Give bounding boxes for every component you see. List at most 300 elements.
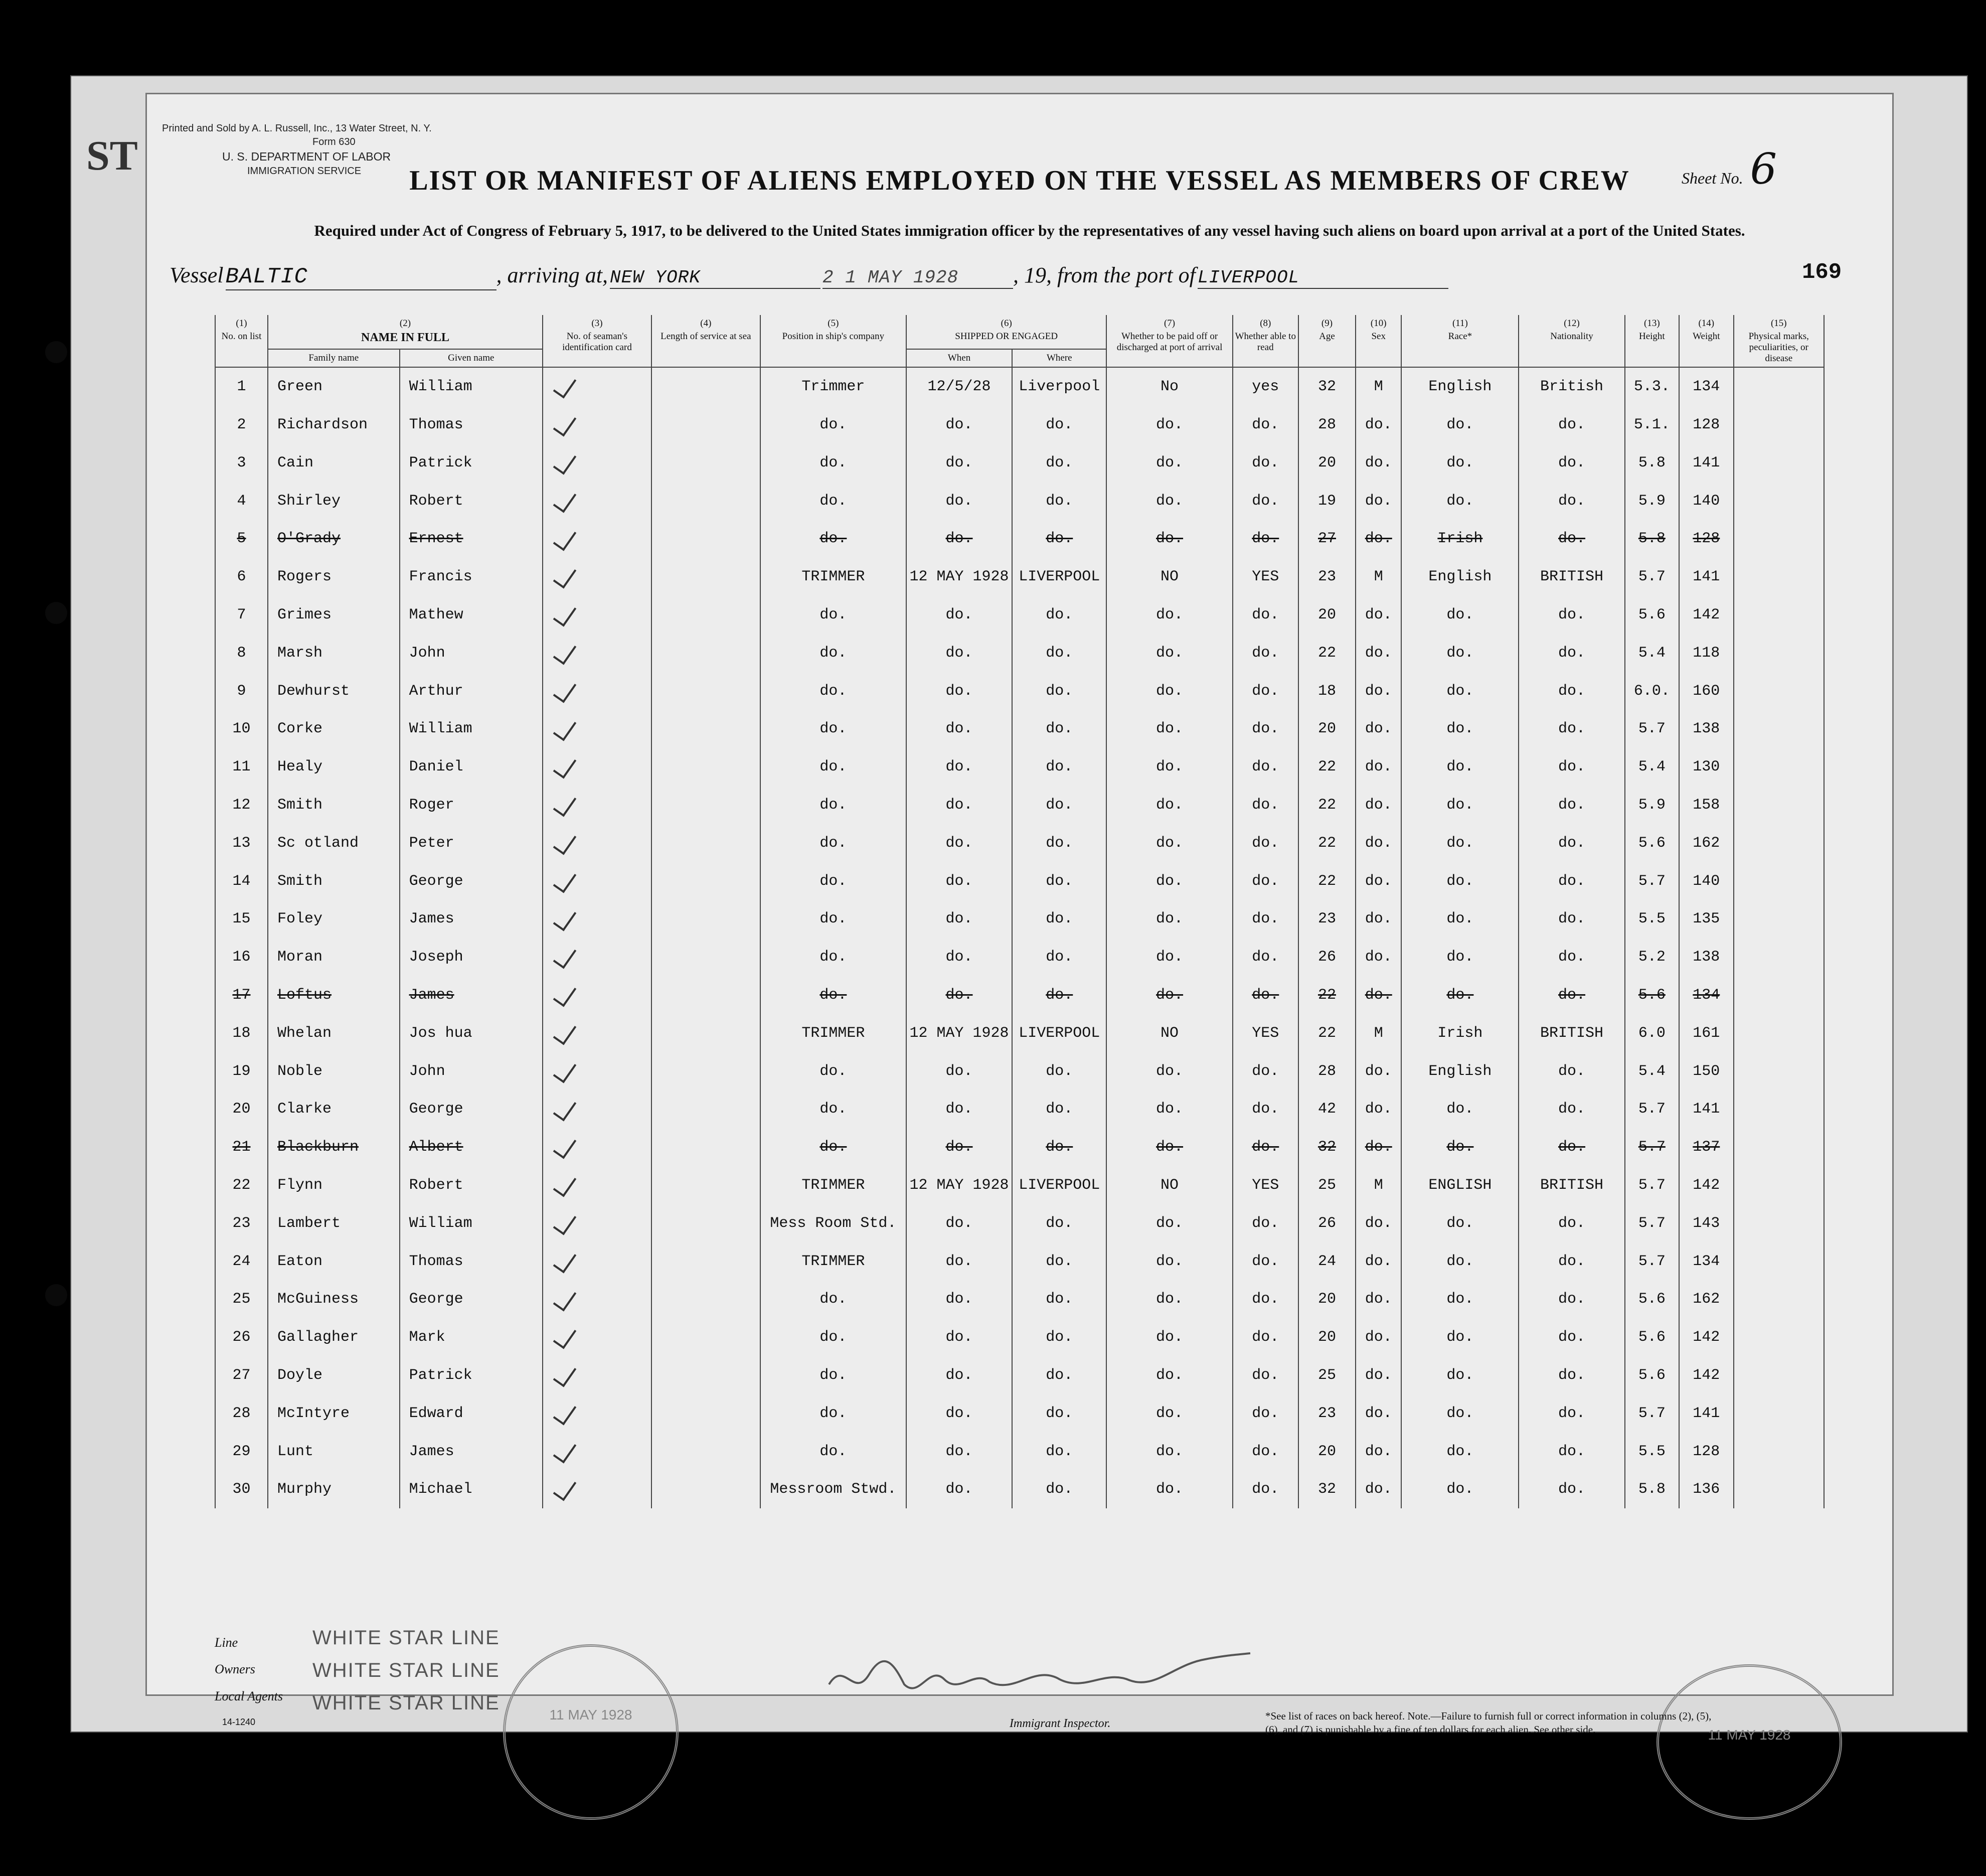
cell-physical-marks — [1734, 406, 1824, 444]
cell-race: do. — [1401, 596, 1519, 634]
cell-race: do. — [1401, 634, 1519, 672]
table-row — [215, 1281, 1824, 1319]
cell-physical-marks — [1734, 710, 1824, 748]
cell-id-card-check — [543, 1242, 651, 1281]
cell-physical-marks — [1734, 520, 1824, 558]
cell-physical-marks — [1734, 748, 1824, 786]
cell-shipped-when: do. — [906, 900, 1012, 939]
cell-nationality: do. — [1519, 482, 1624, 520]
cell-shipped-where: do. — [1012, 786, 1106, 824]
cell-sex: do. — [1356, 1204, 1401, 1242]
cell-sex: do. — [1356, 1470, 1401, 1508]
cell-able-to-read: do. — [1233, 444, 1298, 482]
cell-shipped-when: do. — [906, 710, 1012, 748]
cell-id-card-check — [543, 672, 651, 710]
cell-family-name: Lambert — [268, 1204, 400, 1242]
inspector-signature — [824, 1644, 1255, 1709]
cell-age: 20 — [1298, 596, 1356, 634]
cell-shipped-where: do. — [1012, 596, 1106, 634]
cell-given-name: Jos hua — [400, 1014, 543, 1052]
binder-hole — [45, 341, 67, 363]
cell-age: 26 — [1298, 1204, 1356, 1242]
cell-physical-marks — [1734, 938, 1824, 976]
department-name: U. S. DEPARTMENT OF LABOR — [222, 150, 391, 163]
cell-sex: do. — [1356, 1052, 1401, 1090]
from-port-label: , from the port of — [1046, 263, 1196, 287]
cell-row-number: 17 — [215, 976, 268, 1014]
cell-height: 5.4 — [1625, 634, 1679, 672]
cell-service-length — [651, 520, 760, 558]
table-row — [215, 786, 1824, 824]
cell-service-length — [651, 1204, 760, 1242]
cell-service-length — [651, 710, 760, 748]
cell-shipped-when: do. — [906, 748, 1012, 786]
cell-paid-off: do. — [1106, 634, 1232, 672]
service-name: IMMIGRATION SERVICE — [247, 166, 362, 177]
col-subheader-given-name: Given name — [400, 349, 543, 368]
cell-position: do. — [760, 1281, 906, 1319]
cell-id-card-check — [543, 1128, 651, 1166]
cell-paid-off: do. — [1106, 444, 1232, 482]
cell-row-number: 29 — [215, 1433, 268, 1471]
cell-able-to-read: do. — [1233, 1394, 1298, 1433]
cell-paid-off: do. — [1106, 786, 1232, 824]
cell-physical-marks — [1734, 444, 1824, 482]
cell-row-number: 8 — [215, 634, 268, 672]
cell-shipped-where: do. — [1012, 976, 1106, 1014]
cell-given-name: Roger — [400, 786, 543, 824]
cell-given-name: Thomas — [400, 1242, 543, 1281]
cell-sex: do. — [1356, 1318, 1401, 1356]
cell-family-name: Shirley — [268, 482, 400, 520]
cell-given-name: William — [400, 1204, 543, 1242]
cell-row-number: 10 — [215, 710, 268, 748]
cell-able-to-read: do. — [1233, 1318, 1298, 1356]
table-row — [215, 1166, 1824, 1204]
cell-service-length — [651, 1128, 760, 1166]
cell-nationality: do. — [1519, 634, 1624, 672]
cell-able-to-read: YES — [1233, 558, 1298, 596]
col-header-position: (5) Position in ship's company — [760, 315, 906, 367]
cell-age: 23 — [1298, 900, 1356, 939]
cell-height: 5.9 — [1625, 482, 1679, 520]
table-row — [215, 862, 1824, 900]
cell-row-number: 15 — [215, 900, 268, 939]
cell-id-card-check — [543, 558, 651, 596]
manifest-page — [145, 93, 1894, 1743]
cell-row-number: 23 — [215, 1204, 268, 1242]
cell-row-number: 9 — [215, 672, 268, 710]
cell-given-name: Robert — [400, 482, 543, 520]
cell-shipped-where: do. — [1012, 1281, 1106, 1319]
table-row — [215, 1014, 1824, 1052]
cell-sex: do. — [1356, 1090, 1401, 1129]
cell-family-name: Whelan — [268, 1014, 400, 1052]
cell-weight: 162 — [1679, 824, 1733, 862]
cell-height: 5.9 — [1625, 786, 1679, 824]
cell-paid-off: do. — [1106, 748, 1232, 786]
cell-id-card-check — [543, 367, 651, 406]
cell-service-length — [651, 672, 760, 710]
departure-port: LIVERPOOL — [1198, 267, 1448, 289]
cell-weight: 158 — [1679, 786, 1733, 824]
cell-family-name: Marsh — [268, 634, 400, 672]
cell-row-number: 11 — [215, 748, 268, 786]
cell-paid-off: do. — [1106, 862, 1232, 900]
cell-age: 22 — [1298, 748, 1356, 786]
cell-age: 18 — [1298, 672, 1356, 710]
table-row — [215, 634, 1824, 672]
cell-nationality: do. — [1519, 1356, 1624, 1394]
cell-sex: do. — [1356, 1394, 1401, 1433]
cell-nationality: do. — [1519, 710, 1624, 748]
cell-able-to-read: do. — [1233, 900, 1298, 939]
cell-height: 5.8 — [1625, 444, 1679, 482]
cell-shipped-when: do. — [906, 1318, 1012, 1356]
cell-age: 22 — [1298, 976, 1356, 1014]
cell-id-card-check — [543, 596, 651, 634]
cell-position: do. — [760, 710, 906, 748]
cell-weight: 137 — [1679, 1128, 1733, 1166]
cell-nationality: do. — [1519, 1204, 1624, 1242]
cell-given-name: George — [400, 1281, 543, 1319]
cell-row-number: 4 — [215, 482, 268, 520]
line-label: Line — [215, 1635, 238, 1650]
cell-race: do. — [1401, 672, 1519, 710]
cell-nationality: do. — [1519, 976, 1624, 1014]
col-header-paid-off: (7) Whether to be paid off or discharged at port of arrival — [1106, 315, 1232, 367]
cell-physical-marks — [1734, 786, 1824, 824]
cell-shipped-when: do. — [906, 1394, 1012, 1433]
cell-shipped-when: do. — [906, 824, 1012, 862]
cell-paid-off: do. — [1106, 1204, 1232, 1242]
cell-service-length — [651, 634, 760, 672]
arriving-label: , arriving at, — [496, 263, 608, 287]
cell-able-to-read: do. — [1233, 1204, 1298, 1242]
page-stamp-number: 169 — [1802, 260, 1842, 285]
table-row — [215, 748, 1824, 786]
cell-race: English — [1401, 1052, 1519, 1090]
cell-shipped-where: do. — [1012, 482, 1106, 520]
cell-family-name: Loftus — [268, 976, 400, 1014]
cell-position: do. — [760, 786, 906, 824]
cell-race: do. — [1401, 1128, 1519, 1166]
cell-height: 6.0. — [1625, 672, 1679, 710]
cell-weight: 128 — [1679, 520, 1733, 558]
cell-service-length — [651, 1052, 760, 1090]
cell-height: 5.7 — [1625, 558, 1679, 596]
cell-weight: 161 — [1679, 1014, 1733, 1052]
col-header-id-card: (3) No. of seaman's identification card — [543, 315, 651, 367]
cell-shipped-when: 12 MAY 1928 — [906, 1166, 1012, 1204]
line-stamp: WHITE STAR LINE — [312, 1627, 500, 1649]
cell-age: 19 — [1298, 482, 1356, 520]
cell-paid-off: do. — [1106, 1433, 1232, 1471]
owners-stamp: WHITE STAR LINE — [312, 1659, 500, 1681]
cell-family-name: Dewhurst — [268, 672, 400, 710]
cell-position: do. — [760, 824, 906, 862]
cell-row-number: 12 — [215, 786, 268, 824]
cell-position: do. — [760, 406, 906, 444]
cell-family-name: McGuiness — [268, 1281, 400, 1319]
vessel-name: BALTIC — [226, 264, 496, 290]
cell-shipped-when: 12 MAY 1928 — [906, 1014, 1012, 1052]
cell-nationality: do. — [1519, 596, 1624, 634]
cell-shipped-where: do. — [1012, 824, 1106, 862]
cell-height: 5.5 — [1625, 1433, 1679, 1471]
cell-race: Irish — [1401, 1014, 1519, 1052]
cell-height: 5.7 — [1625, 1090, 1679, 1129]
cell-family-name: Grimes — [268, 596, 400, 634]
cell-paid-off: do. — [1106, 938, 1232, 976]
cell-nationality: do. — [1519, 1433, 1624, 1471]
col-subheader-family-name: Family name — [268, 349, 400, 368]
cell-shipped-when: do. — [906, 634, 1012, 672]
cell-sex: do. — [1356, 596, 1401, 634]
cell-weight: 142 — [1679, 1166, 1733, 1204]
cell-age: 28 — [1298, 406, 1356, 444]
cell-able-to-read: do. — [1233, 1090, 1298, 1129]
cell-physical-marks — [1734, 1318, 1824, 1356]
cell-race: do. — [1401, 1470, 1519, 1508]
cell-position: do. — [760, 520, 906, 558]
cell-nationality: BRITISH — [1519, 1166, 1624, 1204]
col-subheader-when: When — [906, 349, 1012, 368]
cell-age: 32 — [1298, 367, 1356, 406]
cell-given-name: John — [400, 1052, 543, 1090]
cell-paid-off: do. — [1106, 520, 1232, 558]
cell-position: TRIMMER — [760, 1014, 906, 1052]
cell-height: 5.2 — [1625, 938, 1679, 976]
cell-id-card-check — [543, 1052, 651, 1090]
cell-row-number: 25 — [215, 1281, 268, 1319]
cell-given-name: Mark — [400, 1318, 543, 1356]
cell-physical-marks — [1734, 1394, 1824, 1433]
col-header-race: (11) Race* — [1401, 315, 1519, 367]
cell-position: TRIMMER — [760, 558, 906, 596]
cell-age: 26 — [1298, 938, 1356, 976]
col-header-height: (13) Height — [1625, 315, 1679, 367]
cell-given-name: Mathew — [400, 596, 543, 634]
cell-sex: do. — [1356, 1356, 1401, 1394]
cell-physical-marks — [1734, 596, 1824, 634]
col-header-nationality: (12) Nationality — [1519, 315, 1624, 367]
cell-position: do. — [760, 938, 906, 976]
cell-given-name: James — [400, 976, 543, 1014]
cell-given-name: James — [400, 1433, 543, 1471]
cell-weight: 138 — [1679, 938, 1733, 976]
cell-height: 5.7 — [1625, 1242, 1679, 1281]
cell-service-length — [651, 367, 760, 406]
cell-id-card-check — [543, 1014, 651, 1052]
cell-family-name: McIntyre — [268, 1394, 400, 1433]
cell-shipped-when: do. — [906, 1281, 1012, 1319]
cell-physical-marks — [1734, 1281, 1824, 1319]
cell-shipped-where: do. — [1012, 1470, 1106, 1508]
cell-family-name: Gallagher — [268, 1318, 400, 1356]
sheet-number: 6 — [1750, 144, 1777, 194]
vessel-label: Vessel — [170, 263, 224, 287]
cell-given-name: John — [400, 634, 543, 672]
cell-physical-marks — [1734, 634, 1824, 672]
cell-able-to-read: do. — [1233, 406, 1298, 444]
cell-physical-marks — [1734, 672, 1824, 710]
cell-id-card-check — [543, 1356, 651, 1394]
cell-physical-marks — [1734, 900, 1824, 939]
cell-weight: 150 — [1679, 1052, 1733, 1090]
cell-service-length — [651, 1090, 760, 1129]
table-row — [215, 1090, 1824, 1129]
cell-weight: 135 — [1679, 900, 1733, 939]
cell-paid-off: do. — [1106, 1052, 1232, 1090]
cell-id-card-check — [543, 1204, 651, 1242]
cell-nationality: do. — [1519, 900, 1624, 939]
cell-shipped-when: do. — [906, 672, 1012, 710]
cell-weight: 162 — [1679, 1281, 1733, 1319]
cell-able-to-read: do. — [1233, 672, 1298, 710]
cell-able-to-read: do. — [1233, 824, 1298, 862]
cell-paid-off: do. — [1106, 900, 1232, 939]
cell-sex: do. — [1356, 406, 1401, 444]
cell-shipped-when: do. — [906, 1470, 1012, 1508]
cell-age: 20 — [1298, 1318, 1356, 1356]
cell-sex: do. — [1356, 1433, 1401, 1471]
cell-sex: do. — [1356, 444, 1401, 482]
cell-row-number: 3 — [215, 444, 268, 482]
cell-shipped-when: do. — [906, 482, 1012, 520]
cell-able-to-read: do. — [1233, 748, 1298, 786]
cell-sex: do. — [1356, 634, 1401, 672]
cell-shipped-where: do. — [1012, 1052, 1106, 1090]
cell-given-name: George — [400, 862, 543, 900]
cell-age: 24 — [1298, 1242, 1356, 1281]
cell-given-name: Joseph — [400, 938, 543, 976]
cell-sex: do. — [1356, 862, 1401, 900]
cell-position: do. — [760, 748, 906, 786]
col-header-sex: (10) Sex — [1356, 315, 1401, 367]
cell-family-name: Smith — [268, 786, 400, 824]
cell-shipped-where: do. — [1012, 444, 1106, 482]
cell-height: 5.8 — [1625, 1470, 1679, 1508]
cell-height: 5.6 — [1625, 824, 1679, 862]
cell-given-name: Daniel — [400, 748, 543, 786]
cell-sex: do. — [1356, 1281, 1401, 1319]
cell-age: 32 — [1298, 1128, 1356, 1166]
cell-age: 20 — [1298, 710, 1356, 748]
cell-weight: 118 — [1679, 634, 1733, 672]
cell-able-to-read: do. — [1233, 1128, 1298, 1166]
cell-paid-off: do. — [1106, 1242, 1232, 1281]
cell-able-to-read: YES — [1233, 1014, 1298, 1052]
inspector-label: Immigrant Inspector. — [1010, 1717, 1111, 1730]
cell-service-length — [651, 938, 760, 976]
table-row — [215, 938, 1824, 976]
cell-family-name: Doyle — [268, 1356, 400, 1394]
cell-age: 20 — [1298, 1433, 1356, 1471]
cell-id-card-check — [543, 1394, 651, 1433]
cell-age: 25 — [1298, 1356, 1356, 1394]
binder-hole — [45, 602, 67, 624]
cell-age: 27 — [1298, 520, 1356, 558]
cell-given-name: Albert — [400, 1128, 543, 1166]
cell-given-name: Arthur — [400, 672, 543, 710]
cell-paid-off: NO — [1106, 558, 1232, 596]
cell-service-length — [651, 596, 760, 634]
cell-race: do. — [1401, 406, 1519, 444]
cell-given-name: Francis — [400, 558, 543, 596]
cell-able-to-read: yes — [1233, 367, 1298, 406]
cell-id-card-check — [543, 710, 651, 748]
cell-id-card-check — [543, 1433, 651, 1471]
cell-id-card-check — [543, 520, 651, 558]
cell-sex: do. — [1356, 482, 1401, 520]
cell-shipped-when: do. — [906, 1433, 1012, 1471]
cell-weight: 128 — [1679, 406, 1733, 444]
form-number: Form 630 — [312, 136, 356, 147]
cell-nationality: British — [1519, 367, 1624, 406]
crew-manifest-table — [215, 315, 1825, 1508]
cell-height: 5.7 — [1625, 1166, 1679, 1204]
cell-able-to-read: do. — [1233, 710, 1298, 748]
crew-rows — [215, 367, 1824, 1508]
cell-weight: 142 — [1679, 596, 1733, 634]
cell-age: 32 — [1298, 1470, 1356, 1508]
cell-paid-off: do. — [1106, 406, 1232, 444]
cell-race: do. — [1401, 786, 1519, 824]
cell-given-name: Robert — [400, 1166, 543, 1204]
cell-height: 5.6 — [1625, 596, 1679, 634]
cell-id-card-check — [543, 1281, 651, 1319]
cell-shipped-where: do. — [1012, 748, 1106, 786]
binder-hole — [45, 1284, 67, 1306]
cell-weight: 141 — [1679, 444, 1733, 482]
col-header-no: (1) No. on list — [215, 315, 268, 367]
cell-sex: do. — [1356, 672, 1401, 710]
cell-paid-off: do. — [1106, 1128, 1232, 1166]
cell-id-card-check — [543, 786, 651, 824]
cell-shipped-where: do. — [1012, 406, 1106, 444]
cell-shipped-where: do. — [1012, 1242, 1106, 1281]
cell-service-length — [651, 862, 760, 900]
cell-family-name: Blackburn — [268, 1128, 400, 1166]
cell-shipped-where: LIVERPOOL — [1012, 1166, 1106, 1204]
cell-shipped-where: do. — [1012, 1090, 1106, 1129]
cell-physical-marks — [1734, 1090, 1824, 1129]
cell-able-to-read: do. — [1233, 1470, 1298, 1508]
cell-physical-marks — [1734, 1470, 1824, 1508]
cell-height: 5.4 — [1625, 748, 1679, 786]
cell-height: 5.7 — [1625, 862, 1679, 900]
cell-id-card-check — [543, 406, 651, 444]
cell-shipped-where: do. — [1012, 900, 1106, 939]
cell-race: English — [1401, 558, 1519, 596]
stamp-date: 11 MAY 1928 — [1708, 1727, 1791, 1743]
cell-age: 20 — [1298, 444, 1356, 482]
col-header-age: (9) Age — [1298, 315, 1356, 367]
cell-nationality: do. — [1519, 1128, 1624, 1166]
cell-shipped-when: do. — [906, 1128, 1012, 1166]
cell-race: do. — [1401, 710, 1519, 748]
cell-row-number: 27 — [215, 1356, 268, 1394]
cell-sex: do. — [1356, 786, 1401, 824]
cell-service-length — [651, 1318, 760, 1356]
cell-race: Irish — [1401, 520, 1519, 558]
cell-family-name: Rogers — [268, 558, 400, 596]
cell-paid-off: do. — [1106, 1090, 1232, 1129]
cell-service-length — [651, 1014, 760, 1052]
cell-weight: 142 — [1679, 1356, 1733, 1394]
cell-given-name: William — [400, 710, 543, 748]
